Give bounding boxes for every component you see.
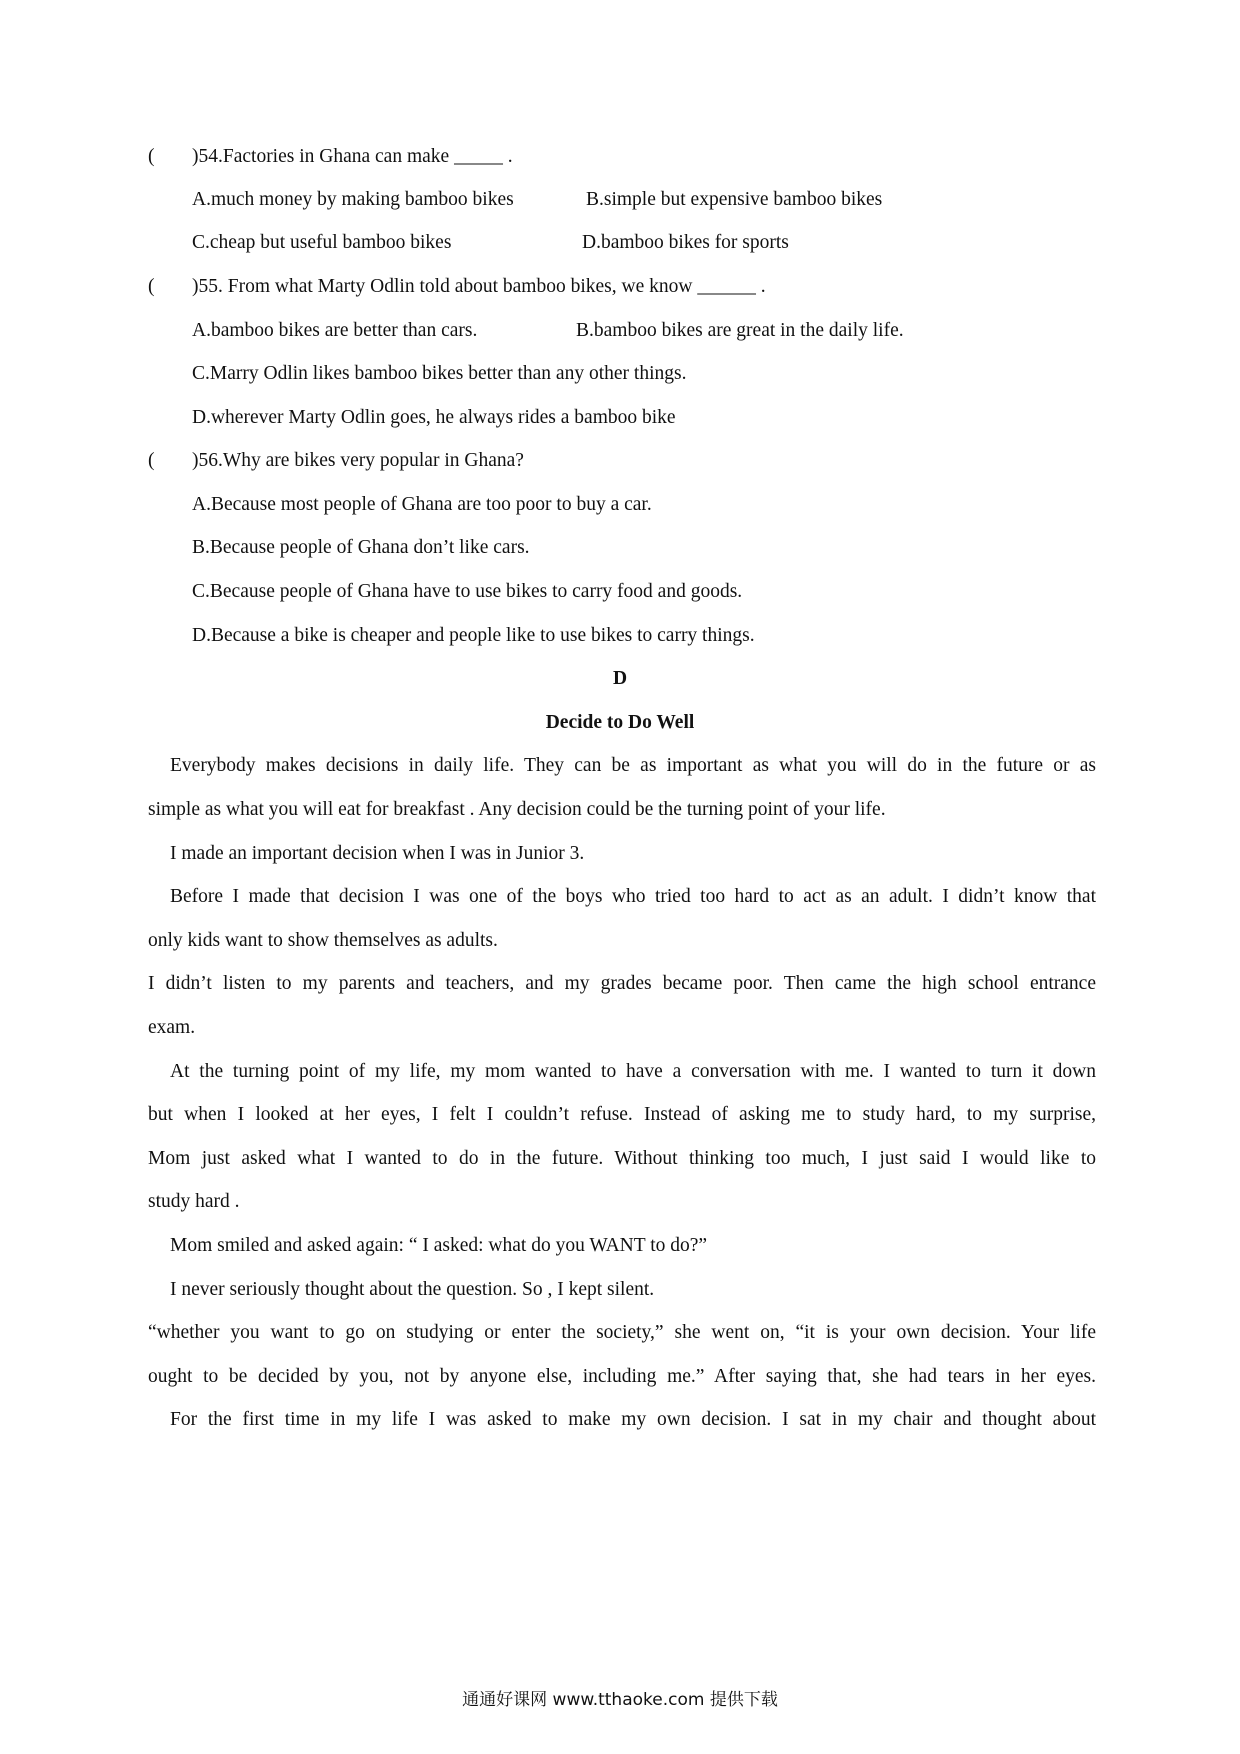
passage-line: I didn’t listen to my parents and teachers, and my grades became poor. Then came the high school entrance: [148, 973, 1096, 994]
page-footer: 通通好课网 www.tthaoke.com 提供下载: [462, 1690, 778, 1710]
question-55-option-d: D.wherever Marty Odlin goes, he always rides a bamboo bike: [192, 407, 676, 428]
question-54-option-b: B.simple but expensive bamboo bikes: [586, 189, 883, 210]
passage-line: Mom just asked what I wanted to do in the future. Without thinking too much, I just said I would like to: [148, 1148, 1096, 1169]
passage-line: At the turning point of my life, my mom wanted to have a conversation with me. I wanted to turn it down: [170, 1061, 1096, 1082]
passage-title: Decide to Do Well: [545, 712, 695, 733]
passage-line: study hard .: [148, 1191, 240, 1212]
question-56-stem: [148, 449, 524, 473]
passage-line: exam.: [148, 1017, 196, 1038]
question-55-stem: [148, 275, 766, 299]
answer-bracket: (: [148, 146, 155, 167]
question-55-option-b: B.bamboo bikes are great in the daily life.: [576, 320, 904, 341]
section-letter: D: [612, 668, 628, 689]
question-55-option-c: C.Marry Odlin likes bamboo bikes better than any other things.: [192, 363, 687, 384]
answer-bracket: (: [148, 276, 155, 297]
passage-line: ought to be decided by you, not by anyone else, including me.” After saying that, she had tears in her eyes.: [148, 1366, 1096, 1387]
question-54-option-c: C.cheap but useful bamboo bikes: [192, 232, 452, 253]
passage-line: Before I made that decision I was one of the boys who tried too hard to act as an adult. I didn’t know that: [170, 886, 1096, 907]
passage-line: but when I looked at her eyes, I felt I couldn’t refuse. Instead of asking me to study hard, to my surprise,: [148, 1104, 1096, 1125]
question-54-text: )54.Factories in Ghana can make _____ .: [192, 146, 513, 167]
passage-line: only kids want to show themselves as adults.: [148, 930, 498, 951]
question-54-option-a: A.much money by making bamboo bikes: [192, 189, 514, 210]
answer-bracket: (: [148, 450, 155, 471]
passage-line: Mom smiled and asked again: “ I asked: what do you WANT to do?”: [170, 1235, 708, 1256]
question-54-option-d: D.bamboo bikes for sports: [582, 232, 789, 253]
question-56-option-d: D.Because a bike is cheaper and people like to use bikes to carry things.: [192, 625, 755, 646]
question-56-option-a: A.Because most people of Ghana are too poor to buy a car.: [192, 494, 652, 515]
question-56-text: )56.Why are bikes very popular in Ghana?: [192, 450, 524, 471]
passage-line: For the first time in my life I was asked to make my own decision. I sat in my chair and thought about: [170, 1409, 1096, 1430]
passage-line: “whether you want to go on studying or enter the society,” she went on, “it is your own decision. Your life: [148, 1322, 1096, 1343]
question-55-text: )55. From what Marty Odlin told about bamboo bikes, we know ______ .: [192, 276, 766, 297]
question-54-stem: [148, 145, 513, 169]
question-56-option-c: C.Because people of Ghana have to use bikes to carry food and goods.: [192, 581, 743, 602]
passage-line: simple as what you will eat for breakfast . Any decision could be the turning point of your life.: [148, 799, 886, 820]
question-55-option-a: A.bamboo bikes are better than cars.: [192, 320, 478, 341]
passage-line: I made an important decision when I was in Junior 3.: [170, 843, 585, 864]
passage-line: Everybody makes decisions in daily life. They can be as important as what you will do in the future or as: [170, 755, 1096, 776]
passage-line: I never seriously thought about the question. So , I kept silent.: [170, 1279, 655, 1300]
question-56-option-b: B.Because people of Ghana don’t like cars.: [192, 537, 530, 558]
